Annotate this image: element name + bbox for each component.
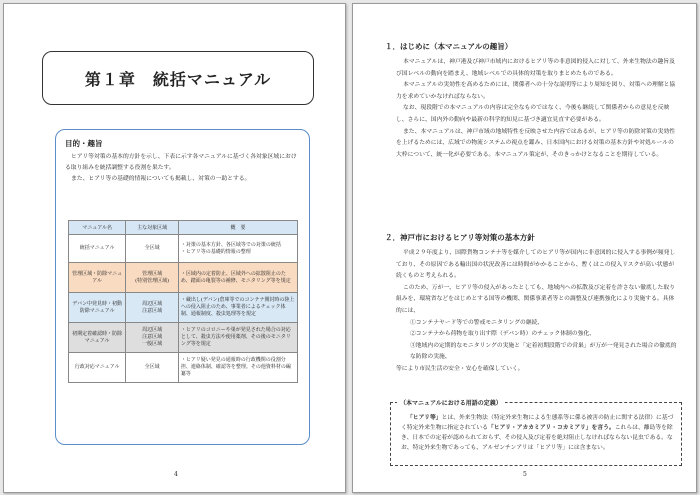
table-cell: 管理区域・防除マニュアル	[69, 263, 126, 293]
table-cell: 統括マニュアル	[69, 235, 126, 263]
paragraph: なお、現段階での本マニュアルの内容は完全なものではなく、今後も継続して関係者からの意見を反映し、さらに、国内外の動向や最新の科学的知見に基づき適宜見直す必要がある。	[396, 105, 670, 123]
table-cell: ・蔵出し(デバン)倉庫等でのコンテナ開封時の陸上への侵入阻止のため、事業者によるチェック体制、通報制度、殺虫処理等を規定	[178, 293, 297, 323]
paragraph: 平成２９年度より、国際貨物コンテナ等を媒介してのヒアリ等が国内に非意図的に侵入する事例が頻発しており、その原因である輸出国の状況改善には時間がかかることから、暫くはこの侵入リスクが高い状態が続くものと考えられる。	[396, 250, 676, 280]
section-title: ２．神戸市におけるヒアリ等対策の基本方針	[385, 233, 535, 242]
page-number: 5	[523, 471, 527, 478]
purpose-paragraph: ヒアリ等対策の基本的方針を示し、下表に示す各マニュアルに基づく各対象区域における取り組みを統括調整する役割を果たす。	[65, 154, 297, 171]
purpose-box	[55, 129, 310, 445]
table-cell: ・ヒアリ疑い発見の通報時の行政機関の役割分担、連絡体制、確認等を整理。その他資料材の編纂等	[178, 353, 297, 383]
table-cell: ・対策の基本方針、各区域等での対策の統括 ・ヒアリ等の基礎的情報の整理	[178, 235, 297, 263]
table-row	[69, 323, 298, 353]
paragraph: 本マニュアルの実効性を高めるためには、関係者への十分な説明等により周知を図り、対策への理解と協力を求めていかなければならない。	[396, 82, 676, 100]
table-cell: 周辺区域 注意区域 一般区域	[126, 323, 179, 353]
table-cell: 全区域	[126, 353, 179, 383]
table-cell: 全区域	[126, 235, 179, 263]
table-header: 主な対象区域	[126, 221, 179, 235]
page-number: 4	[174, 471, 178, 478]
term-label: 「ヒアリ・アカカミアリ・コカミアリ」を言う。	[487, 425, 615, 431]
term-text: とは、外来生物法（特定外来生物による生態系等に係る被害の防止に関する法律）に基づく特定外来生物に指定されている	[401, 415, 674, 431]
terms-text	[401, 413, 674, 453]
table-cell: デバン中発見時・初動防除マニュアル	[69, 293, 126, 323]
table-row	[69, 235, 298, 263]
list-item: ①コンテナヤード等での警戒モニタリングの継続、	[410, 319, 544, 326]
paragraph: また、本マニュアルは、神戸市域の地域特性を反映させた内容ではあるが、ヒアリ等の防除対策の実効性を上げるためには、広域での物流システムの視点を鑑み、日本国内における対策の基本方針や対処ルールの大枠について、統一化が必要である。本マニュアル策定が、そのきっかけとなることを期待している。	[396, 128, 675, 158]
table-cell: 行政対応マニュアル	[69, 353, 126, 383]
table-row	[69, 293, 298, 323]
table-header: マニュアル名	[69, 221, 126, 235]
table-cell: 周辺区域 注意区域	[126, 293, 179, 323]
purpose-heading: 目的・趣旨	[65, 139, 103, 148]
list-item: ③地域内の定期的なモニタリングの実施と「定着初期段階での営巣」が万が一発見された場合の徹底的な防除の実施、	[410, 342, 677, 361]
purpose-paragraph: また、ヒアリ等の基礎的情報についても掲載し、対策の一助とする。	[71, 176, 251, 182]
right-page	[352, 3, 697, 493]
chapter-title: 第１章 統括マニュアル	[84, 69, 272, 89]
chapter-title-box	[42, 51, 314, 105]
terms-heading: （本マニュアルにおける用語の定義）	[397, 398, 505, 407]
list-item: ②コンテナから荷物を取り出す際（デバン時）のチェック体制の強化、	[410, 331, 595, 338]
term-text: これらは、離島等を除き、日本での定着が認められておらず、その侵入及び定着を絶対阻止しなければならない昆虫である。なお、特定外来生物であっても、アルゼンチンアリは「ヒアリ等」には含まない。	[401, 425, 673, 451]
table-row	[69, 263, 298, 293]
table-header: 概 要	[178, 221, 297, 235]
paragraph: 本マニュアルは、神戸港及び神戸市域内におけるヒアリ等の非意図的侵入に対して、外来生物法の趣旨及び国レベルの動向を踏まえ、地域レベルでの具体的対策を取りまとめたものである。	[396, 59, 675, 77]
terms-definition-box	[390, 402, 682, 466]
paragraph: このため、万が一、ヒアリ等の侵入があったとしても、地域内への拡散及び定着を許さない徹底した取り組みを、環境省などをはじめとする国等の機関、関係事業者等との調整及び連携強化により実施する。具体的には、	[396, 284, 675, 314]
table-cell: ・区域内の定着防止、区域外への拡散阻止のため、踏面の亀裂等の補修、モニタリング等を規定	[178, 263, 297, 293]
table-row	[69, 353, 298, 383]
term-label: 「ヒアリ等」	[407, 415, 442, 421]
section-title: １．はじめに（本マニュアルの趣旨）	[385, 42, 513, 51]
manual-table	[68, 220, 298, 383]
table-cell: 初期定着確認時・防除マニュアル	[69, 323, 126, 353]
section-body	[396, 57, 678, 161]
left-page	[3, 3, 346, 493]
table-header-row	[69, 221, 298, 235]
paragraph: 等により市民生活の安全・安心を確保していく。	[396, 365, 524, 372]
section-body	[396, 248, 678, 376]
table-cell: 管理区域 (特別管理区域)	[126, 263, 179, 293]
table-cell: ・ヒアリのコロニーや巣が発見された場合の対応として、殺虫方法や使用薬剤、その後のモニタリング等を規定	[178, 323, 297, 353]
